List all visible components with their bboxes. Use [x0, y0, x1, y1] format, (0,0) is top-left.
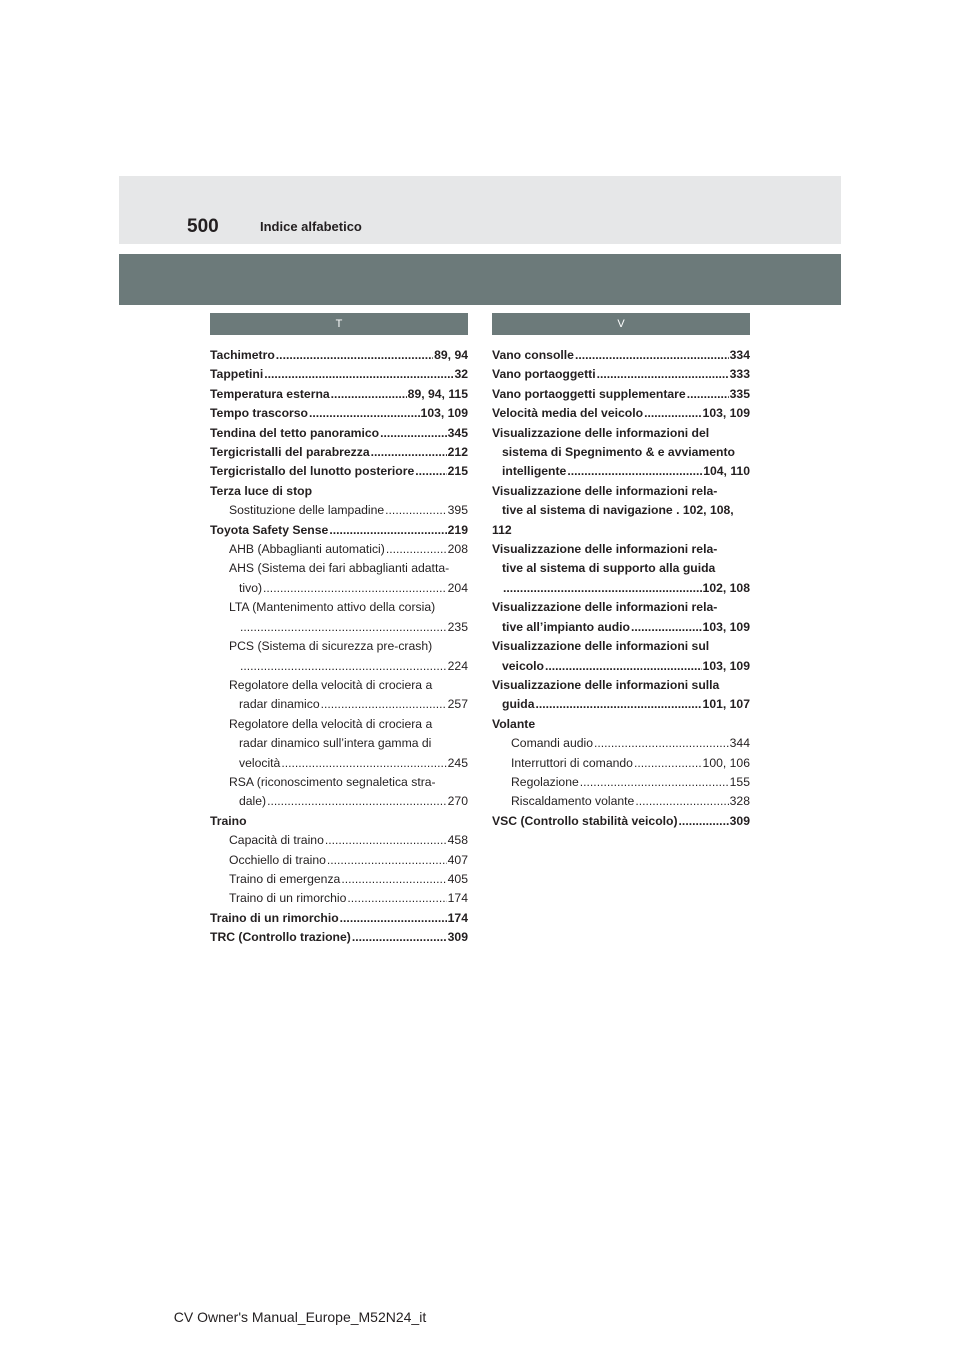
- index-entry: Visualizzazione delle informazioni sulla: [492, 677, 720, 692]
- index-entry: guida ..... 101, 107: [492, 695, 750, 714]
- index-subentry: PCS (Sistema di sicurezza pre-crash): [229, 639, 433, 654]
- index-subentry: Riscaldamento volante ..... 328: [492, 792, 750, 811]
- header-dark-band: [119, 254, 841, 305]
- index-entry: Tergicristalli del parabrezza ..... 212: [210, 443, 468, 462]
- index-entry: Temperatura esterna ..... 89, 94, 115: [210, 385, 468, 404]
- index-subentry: radar dinamico ..... 257: [210, 695, 468, 714]
- index-subentry: Regolatore della velocità di crociera a: [229, 677, 433, 692]
- index-subentry: RSA (riconoscimento segnaletica stra-: [229, 774, 436, 789]
- index-entry: Tergicristallo del lunotto posteriore ..... 215: [210, 462, 468, 481]
- index-entry: Terza luce di stop: [210, 483, 313, 498]
- index-subentry: Interruttori di comando ..... 100, 106: [492, 754, 750, 773]
- index-entry: Vano consolle ..... 334: [492, 346, 750, 365]
- index-subentry: Capacità di traino ..... 458: [210, 831, 468, 850]
- index-entry: Tachimetro ..... 89, 94: [210, 346, 468, 365]
- letter-heading-t: T: [210, 313, 468, 335]
- index-entry: tive al sistema di supporto alla guida: [502, 561, 716, 576]
- index-subentry: dale) ..... 270: [210, 792, 468, 811]
- index-entry: Tempo trascorso ..... 103, 109: [210, 404, 468, 423]
- index-entry: VSC (Controllo stabilità veicolo) ..... 309: [492, 812, 750, 831]
- index-entry: Visualizzazione delle informazioni rela-: [492, 542, 718, 557]
- index-subentry: AHB (Abbaglianti automatici) ..... 208: [210, 540, 468, 559]
- section-title: Indice alfabetico: [260, 219, 362, 234]
- index-entry: TRC (Controllo trazione) ..... 309: [210, 928, 468, 947]
- index-subentry: velocità ..... 245: [210, 754, 468, 773]
- index-entry: intelligente ..... 104, 110: [492, 462, 750, 481]
- index-subentry: ..... 224: [210, 657, 468, 676]
- index-entry: sistema di Spegnimento & e avviamento: [502, 445, 735, 460]
- index-subentry: Traino di emergenza ..... 405: [210, 870, 468, 889]
- index-subentry: Sostituzione delle lampadine ..... 395: [210, 501, 468, 520]
- index-column-v: [492, 313, 750, 831]
- index-entry: Visualizzazione delle informazioni sul: [492, 639, 710, 654]
- page-number: 500: [187, 216, 219, 237]
- index-entry: Vano portaoggetti ..... 333: [492, 365, 750, 384]
- index-entry: Visualizzazione delle informazioni rela-: [492, 483, 718, 498]
- header-band: [119, 176, 841, 244]
- index-entry: Visualizzazione delle informazioni rela-: [492, 600, 718, 615]
- index-entry: Toyota Safety Sense ..... 219: [210, 521, 468, 540]
- footer-text: CV Owner's Manual_Europe_M52N24_it: [173, 1309, 427, 1325]
- index-entry: Volante: [492, 716, 536, 731]
- index-entry: veicolo ..... 103, 109: [492, 657, 750, 676]
- index-subentry: Regolatore della velocità di crociera a: [229, 716, 433, 731]
- index-column-t: [210, 313, 468, 948]
- letter-heading-v: V: [492, 313, 750, 335]
- index-entry: Vano portaoggetti supplementare ..... 335: [492, 385, 750, 404]
- index-entry: tive all’impianto audio ..... 103, 109: [492, 618, 750, 637]
- index-entry: 112: [492, 522, 512, 537]
- index-subentry: Comandi audio ..... 344: [492, 734, 750, 753]
- index-subentry: Occhiello di traino ..... 407: [210, 851, 468, 870]
- index-entry: Visualizzazione delle informazioni del: [492, 425, 710, 440]
- index-entry: Traino di un rimorchio ..... 174: [210, 909, 468, 928]
- index-subentry: AHS (Sistema dei fari abbaglianti adatta-: [229, 561, 450, 576]
- index-subentry: LTA (Mantenimento attivo della corsia): [229, 600, 436, 615]
- index-entry: Tendina del tetto panoramico ..... 345: [210, 424, 468, 443]
- index-subentry: radar dinamico sull’intera gamma di: [239, 736, 432, 751]
- index-subentry: Regolazione ..... 155: [492, 773, 750, 792]
- index-entry: Traino: [210, 813, 247, 828]
- index-entry: Velocità media del veicolo ..... 103, 109: [492, 404, 750, 423]
- index-entry: ..... 102, 108: [492, 579, 750, 598]
- index-subentry: ..... 235: [210, 618, 468, 637]
- index-entry: Tappetini ..... 32: [210, 365, 468, 384]
- index-subentry: tivo) ..... 204: [210, 579, 468, 598]
- index-entry: tive al sistema di navigazione . 102, 108,: [502, 503, 734, 518]
- index-subentry: Traino di un rimorchio ..... 174: [210, 889, 468, 908]
